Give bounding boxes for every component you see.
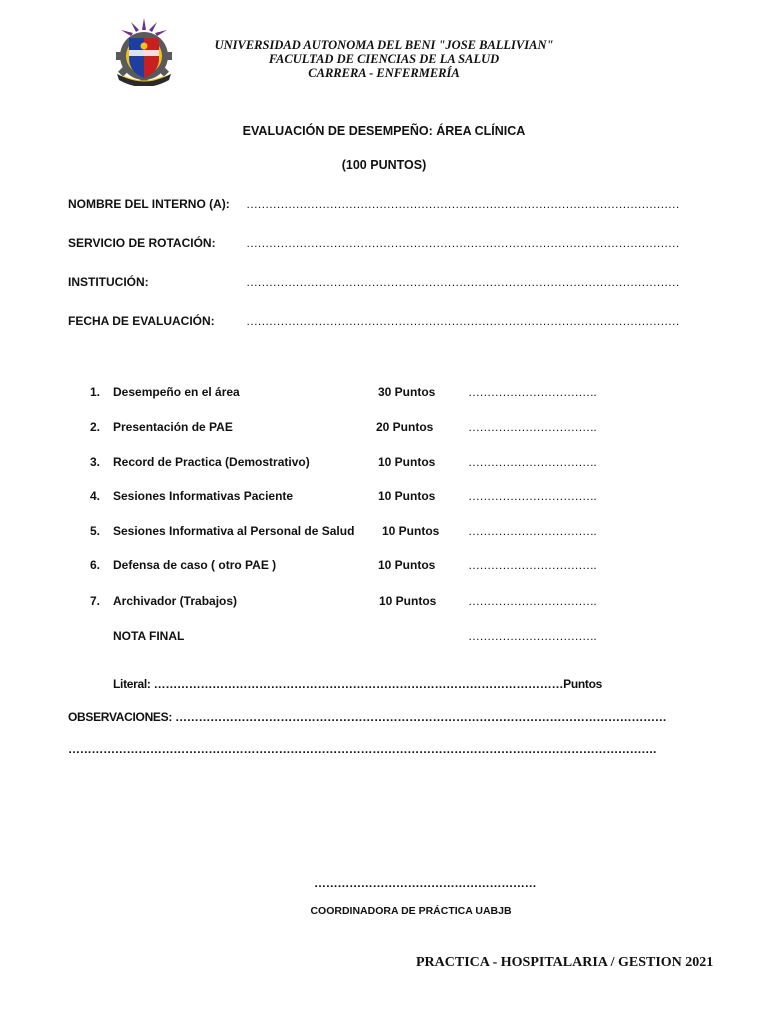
observaciones-line[interactable]: OBSERVACIONES: ……………………………………………………………………………………………………………… xyxy=(68,710,667,724)
item-label: Archivador (Trabajos) xyxy=(113,594,238,608)
field-blank-fecha[interactable]: …………………………………………………………………………………………………… xyxy=(246,314,680,328)
item-label: Sesiones Informativa al Personal de Salud xyxy=(113,524,355,538)
signature-line[interactable]: ………………………………………………… xyxy=(314,876,537,890)
item-points: 10 Puntos xyxy=(378,455,436,469)
field-label-institucion: INSTITUCIÓN: xyxy=(68,275,149,289)
item-number: 6. xyxy=(90,558,101,572)
university-name: UNIVERSIDAD AUTONOMA DEL BENI "JOSE BALLIVIAN" xyxy=(214,38,554,52)
item-score-blank[interactable]: ……………………………. xyxy=(468,385,597,399)
signature-label: COORDINADORA DE PRÁCTICA UABJB xyxy=(310,905,512,917)
item-number: 1. xyxy=(90,385,101,399)
career-name: CARRERA - ENFERMERÍA xyxy=(308,66,460,80)
field-blank-nombre[interactable]: …………………………………………………………………………………………………… xyxy=(246,197,680,211)
item-label: Desempeño en el área xyxy=(113,385,240,399)
item-score-blank[interactable]: ……………………………. xyxy=(468,558,597,572)
item-score-blank[interactable]: ……………………………. xyxy=(468,420,597,434)
field-label-nombre: NOMBRE DEL INTERNO (A): xyxy=(68,197,230,211)
document-title: EVALUACIÓN DE DESEMPEÑO: ÁREA CLÍNICA xyxy=(242,124,526,138)
item-points: 10 Puntos xyxy=(382,524,440,538)
field-label-servicio: SERVICIO DE ROTACIÓN: xyxy=(68,236,216,250)
item-label: Record de Practica (Demostrativo) xyxy=(113,455,310,469)
observaciones-line-2[interactable]: ……………………………………………………………………………………………………………………………………. xyxy=(68,742,657,756)
item-number: 3. xyxy=(90,455,101,469)
item-points: 10 Puntos xyxy=(378,489,436,503)
faculty-name: FACULTAD DE CIENCIAS DE LA SALUD xyxy=(268,52,500,66)
field-blank-servicio[interactable]: …………………………………………………………………………………………………… xyxy=(246,236,680,250)
item-score-blank[interactable]: ……………………………. xyxy=(468,489,597,503)
item-number: 7. xyxy=(90,594,101,608)
item-label: Sesiones Informativas Paciente xyxy=(113,489,294,503)
final-grade-label: NOTA FINAL xyxy=(113,629,185,643)
field-blank-institucion[interactable]: …………………………………………………………………………………………………… xyxy=(246,275,680,289)
item-points: 10 Puntos xyxy=(378,558,436,572)
item-points: 20 Puntos xyxy=(376,420,434,434)
item-score-blank[interactable]: ……………………………. xyxy=(468,455,597,469)
item-label: Presentación de PAE xyxy=(113,420,233,434)
footer-text: PRACTICA - HOSPITALARIA / GESTION 2021 xyxy=(416,955,714,970)
item-points: 30 Puntos xyxy=(378,385,436,399)
item-label: Defensa de caso ( otro PAE ) xyxy=(113,558,277,572)
item-points: 10 Puntos xyxy=(379,594,437,608)
item-score-blank[interactable]: ……………………………. xyxy=(468,594,597,608)
item-number: 2. xyxy=(90,420,101,434)
field-label-fecha: FECHA DE EVALUACIÓN: xyxy=(68,314,215,328)
item-number: 5. xyxy=(90,524,101,538)
item-number: 4. xyxy=(90,489,101,503)
item-score-blank[interactable]: ……………………………. xyxy=(468,524,597,538)
final-grade-blank[interactable]: ……………………………. xyxy=(468,629,597,643)
literal-line[interactable]: Literal: ……………………………………………………………………………………………Puntos xyxy=(113,677,603,691)
document-subtitle: (100 PUNTOS) xyxy=(341,158,427,172)
